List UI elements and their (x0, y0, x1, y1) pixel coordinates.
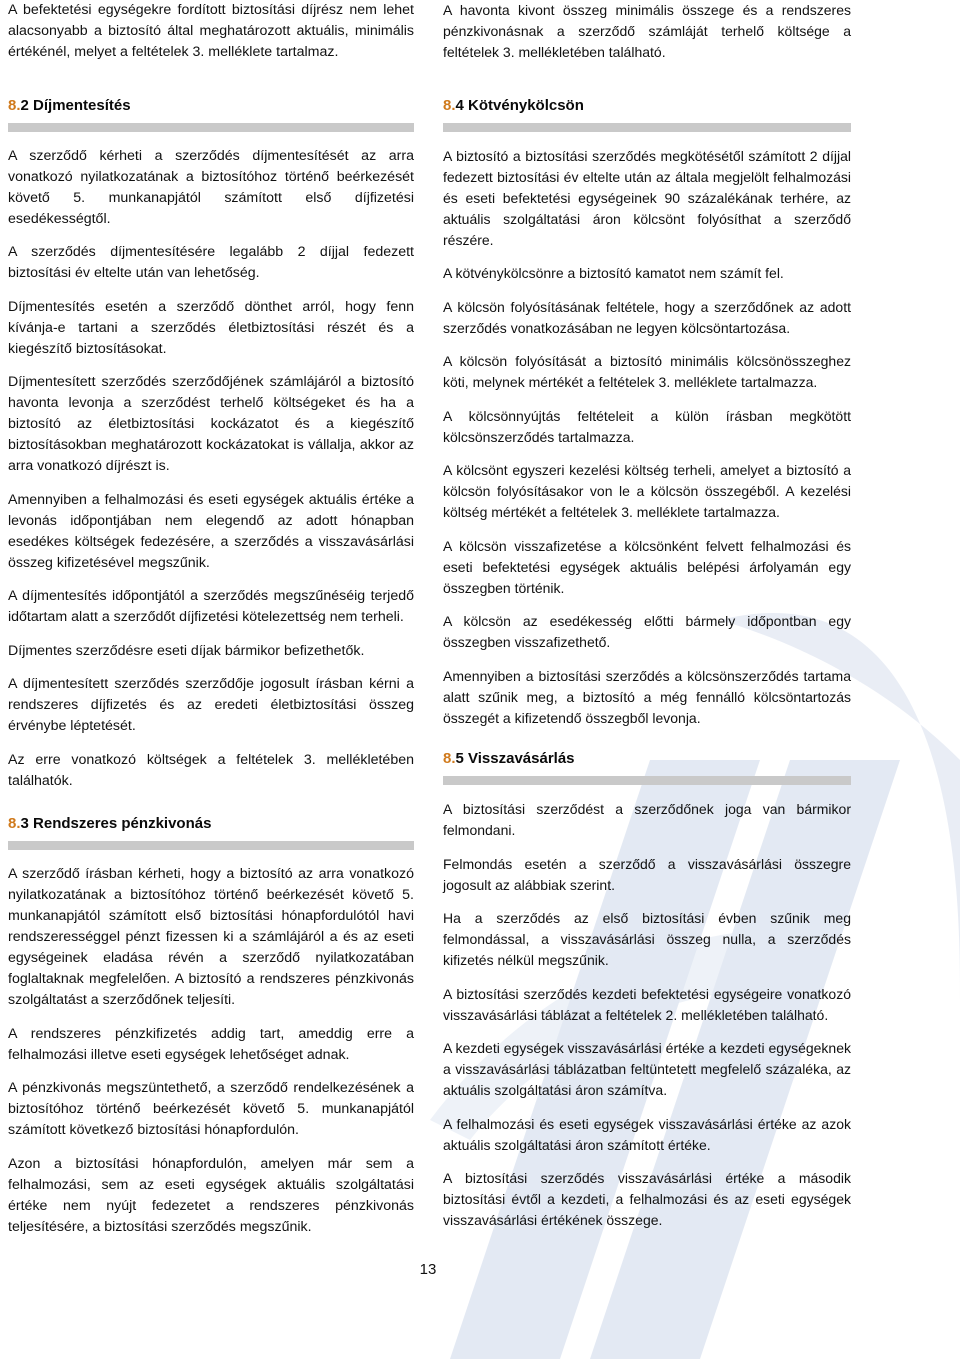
paragraph: Díjmentesítés esetén a szerződő dönthet arról, hogy fenn kívánja-e tartani a szerződés életbiztosítási részét és a kiegészítő biztosításokat. (8, 298, 414, 357)
heading-rule (8, 841, 414, 850)
paragraph: A kölcsönt egyszeri kezelési költség terheli, amelyet a biztosító a kölcsön folyósításakor von le a kölcsön összegéből. A kezelési költség mértékét a feltételek 3. melléklete tartalmazza. (443, 462, 851, 520)
paragraph: Amennyiben a biztosítási szerződés a kölcsönszerződés tartama alatt szűnik meg, a biztosító a még fennálló kölcsöntartozás összegét a kifizetendő összegből levonja. (443, 667, 851, 726)
heading-rule (443, 776, 851, 785)
paragraph: A biztosítási szerződés kezdeti befektetési egységeire vonatkozó visszavásárlási táblázat a feltételek 2. mellékletében található. (443, 985, 851, 1023)
section-number: 8. (8, 96, 21, 114)
paragraph: Díjmentesített szerződés szerződőjének számlájáról a biztosító havonta levonja a szerződést terhelő költségeket és ha a biztosító az életbiztosítási kockázatot és a kiegészítő biztosításokban meghatározott kockázatokat is vállalja, akkor az arra vonatkozó díjrészt is. (8, 374, 414, 474)
right-intro-paragraph: A havonta kivont összeg minimális összege és a rendszeres pénzkivonásnak a szerződő számláját terhelő költsége a feltételek 3. mellékletében található. (443, 2, 851, 60)
paragraph: Az erre vonatkozó költségek a feltételek 3. mellékletében találhatók. (8, 751, 414, 789)
section-heading-8-3 (8, 814, 414, 834)
paragraph: A díjmentesítés időpontjától a szerződés megszűnéséig terjedő időtartam alatt a szerződőt díjfizetési kötelezettség nem terheli. (8, 588, 414, 625)
paragraph: A kölcsönnyújtás feltételeit a külön írásban megkötött kölcsönszerződés tartalmazza. (443, 407, 851, 445)
section-title: 5 Visszavásárlás (455, 750, 575, 767)
paragraph: A kölcsön visszafizetése a kölcsönként felvett felhalmozási és eseti befektetési egységek aktuális belépési árfolyamán egy összegben történik. (443, 537, 851, 596)
left-column (8, 0, 414, 1250)
paragraph: A szerződés díjmentesítésére legalább 2 díjjal fedezett biztosítási év eltelte után van lehetőség. (8, 244, 414, 281)
section-title: 4 Kötvénykölcsön (455, 96, 584, 114)
paragraph: Amennyiben a felhalmozási és eseti egységek aktuális értéke a levonás időpontjában nem elegendő az adott hónapban esedékes költségek fedezésére, a szerződés a visszavásárlási összeg kifizetésével megszűnik. (8, 491, 414, 571)
section-heading-8-4 (443, 96, 851, 116)
section-title: 3 Rendszeres pénzkivonás (20, 815, 212, 832)
right-column (443, 0, 851, 1244)
paragraph: Felmondás esetén a szerződő a visszavásárlási összegre jogosult az alábbiak szerint. (443, 855, 851, 893)
paragraph: A kölcsön az esedékesség előtti bármely időpontban egy összegben visszafizethető. (443, 613, 851, 650)
paragraph: A biztosítási szerződés visszavásárlási értéke a második biztosítási évtől a kezdeti, a felhalmozási és az eseti egységek visszavásárlási értékének összege. (443, 1170, 851, 1228)
paragraph: A kölcsön folyósításának feltétele, hogy a szerződőnek az adott szerződés vonatkozásában ne legyen kölcsöntartozása. (443, 298, 851, 336)
paragraph: A kölcsön folyósítását a biztosító minimális kölcsönösszeghez köti, melynek mértékét a feltételek 3. melléklete tartalmazza. (443, 353, 851, 390)
paragraph: A díjmentesített szerződés szerződője jogosult írásban kérni a rendszeres díjfizetés és az eredeti életbiztosítási összeg érvénybe léptetését. (8, 676, 414, 734)
page-number: 13 (419, 1261, 437, 1278)
paragraph: A szerződő kérheti a szerződés díjmentesítését az arra vonatkozó nyilatkozatának a biztosítóhoz történő beérkezését követő 5. munkanapjától számított első díjfizetési esedékességtől. (8, 147, 414, 227)
paragraph: A pénzkivonás megszüntethető, a szerződő rendelkezésének a biztosítóhoz történő beérkezését követő 5. munkanapjától számított következő biztosítási hónapfordulón. (8, 1080, 414, 1138)
paragraph: A biztosító a biztosítási szerződés megkötésétől számított 2 díjjal fedezett biztosítási év eltelte után az általa megjelölt felhalmozási és eseti befektetési egységeinek 90 százalékának terhére, az aktuális szolgáltatási áron kölcsönt folyósíthat a szerződő részére. (443, 147, 851, 248)
section-title: 2 Díjmentesítés (20, 96, 131, 114)
paragraph: Azon a biztosítási hónapfordulón, amelyen már sem a felhalmozási, sem az eseti egységek aktuális szolgáltatási értéke nem nyújt fedezetet a rendszeres pénzkivonás teljesítésére, a biztosítási szerződés megszűnik. (8, 1155, 414, 1235)
section-number: 8. (8, 815, 21, 832)
section-number: 8. (443, 96, 456, 114)
section-heading-8-2 (8, 96, 414, 116)
paragraph: A kötvénykölcsönre a biztosító kamatot nem számít fel. (443, 265, 784, 281)
section-heading-8-5 (443, 749, 851, 769)
paragraph: A biztosítási szerződést a szerződőnek joga van bármikor felmondani. (443, 801, 851, 838)
heading-rule (8, 123, 414, 132)
paragraph: A felhalmozási és eseti egységek visszavásárlási értéke az azok aktuális szolgáltatási áron számított értéke. (443, 1115, 851, 1153)
paragraph: A szerződő írásban kérheti, hogy a biztosító az arra vonatkozó nyilatkozatának a biztosítóhoz történő beérkezését követő 5. munkanapjától számított első biztosítási hónapfordulótól havi rendszerességgel pénzt fizessen ki a számlájáról a és az eseti egységeinek eladása révén a szerződő nyilatkozatában foglaltaknak megfelelően. A biztosító a rendszeres pénzkivonás szolgáltatást a szerződőnek teljesíti. (8, 866, 414, 1008)
paragraph: Ha a szerződés az első biztosítási évben szűnik meg felmondással, a visszavásárlási összeg nulla, a szerződés kifizetés nélkül megszűnik. (443, 910, 851, 968)
heading-rule (443, 123, 851, 132)
left-intro-paragraph: A befektetési egységekre fordított biztosítási díjrész nem lehet alacsonyabb a biztosító által meghatározott aktuális, minimális értékénél, melyet a feltételek 3. melléklete tartalmaz. (8, 2, 414, 60)
paragraph: Díjmentes szerződésre eseti díjak bármikor befizethetők. (8, 642, 365, 659)
paragraph: A rendszeres pénzkifizetés addig tart, ameddig erre a felhalmozási illetve eseti egységek lehetőséget adnak. (8, 1025, 414, 1063)
section-number: 8. (443, 750, 456, 767)
paragraph: A kezdeti egységek visszavásárlási értéke a kezdeti egységeknek a visszavásárlási táblázatban feltüntetett megfelelő százaléka, az aktuális szolgáltatási áron számítva. (443, 1040, 851, 1098)
